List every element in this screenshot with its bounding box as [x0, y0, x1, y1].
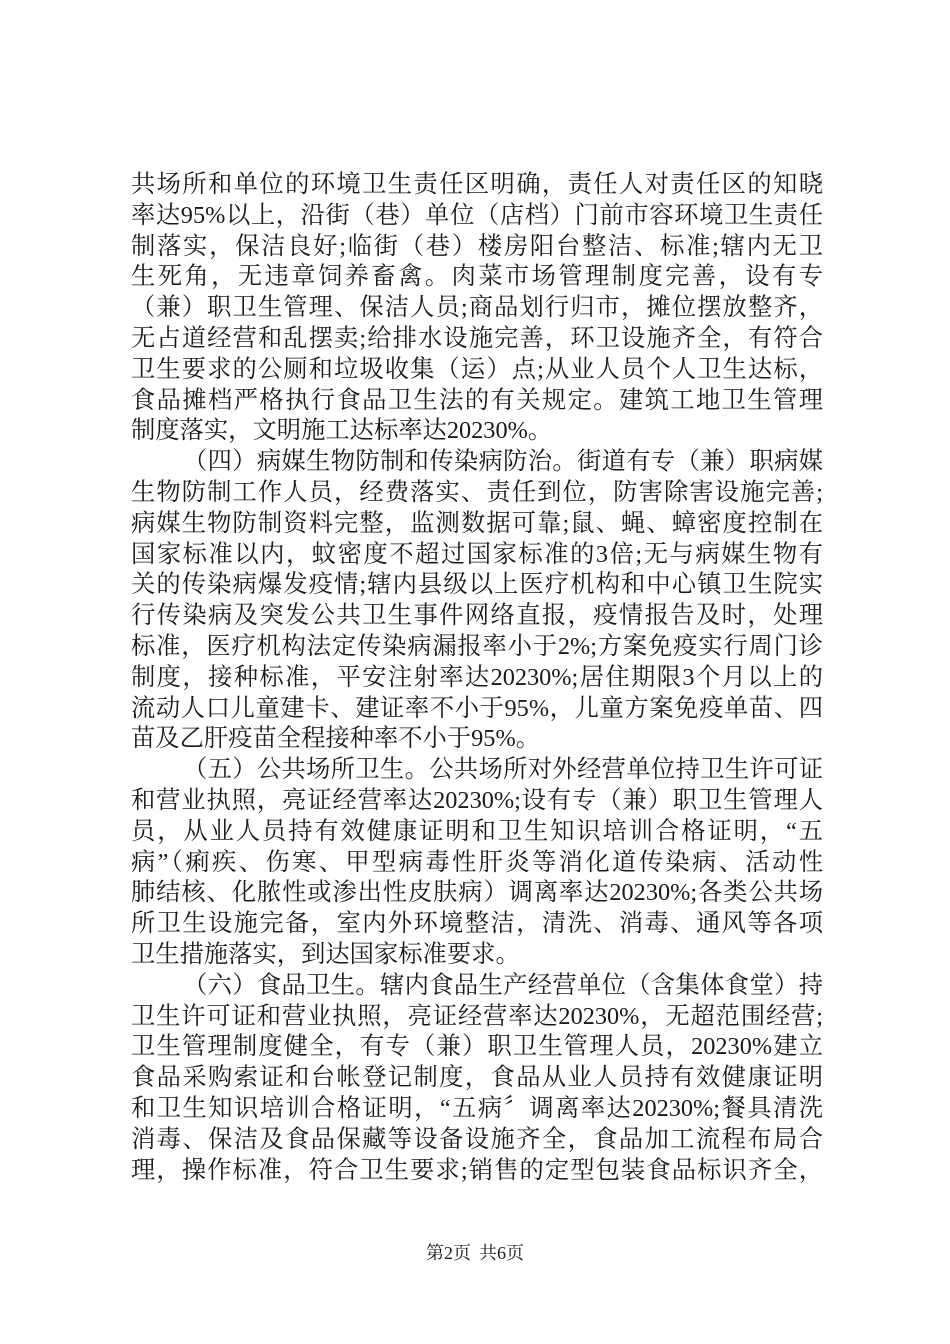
text-line: 行传染病及突发公共卫生事件网络直报，疫情报告及时，处理: [131, 602, 823, 630]
text-line: 食品采购索证和台帐登记制度，食品从业人员持有效健康证明: [131, 1064, 823, 1092]
text-line: 无占道经营和乱摆卖;给排水设施完善，环卫设施齐全，有符合: [131, 324, 823, 352]
text-line: 病媒生物防制资料完整，监测数据可靠;鼠、蝇、蟑密度控制在: [131, 509, 823, 537]
text-line: 制落实，保洁良好;临街（巷）楼房阳台整洁、标准;辖内无卫: [131, 232, 823, 260]
text-line: 食品摊档严格执行食品卫生法的有关规定。建筑工地卫生管理: [131, 386, 823, 414]
text-line: （六）食品卫生。辖内食品生产经营单位（含集体食堂）持: [183, 971, 823, 999]
text-line: （兼）职卫生管理、保洁人员;商品划行归市，摊位摆放整齐，: [131, 294, 823, 322]
paragraph-section-4: [131, 447, 823, 755]
text-line: 员，从业人员持有效健康证明和卫生知识培训合格证明，“五: [131, 817, 823, 845]
page-number: 第2页: [426, 1243, 471, 1263]
text-line: 卫生管理制度健全，有专（兼）职卫生管理人员，20230%建立: [131, 1033, 823, 1061]
text-line: 率达95%以上，沿街（巷）单位（店档）门前市容环境卫生责任: [131, 201, 823, 229]
text-line: 卫生措施落实，到达国家标准要求。: [131, 940, 520, 968]
document-body: [131, 170, 823, 1186]
text-line: 生死角，无违章饲养畜禽。肉菜市场管理制度完善，设有专: [131, 263, 823, 291]
text-line: 生物防制工作人员，经费落实、责任到位，防害除害设施完善;: [131, 478, 823, 506]
text-line: 制度落实，文明施工达标率达20230%。: [131, 417, 553, 445]
paragraph-section-5: [131, 755, 823, 971]
text-line: 肺结核、化脓性或渗出性皮肤病）调离率达20230%;各类公共场: [131, 879, 823, 907]
text-line: （四）病媒生物防制和传染病防治。街道有专（兼）职病媒: [183, 448, 823, 476]
text-line: 和营业执照，亮证经营率达20230%;设有专（兼）职卫生管理人: [131, 786, 823, 814]
page-footer: [0, 1241, 950, 1265]
text-line: 制度，接种标准，平安注射率达20230%;居住期限3个月以上的: [131, 663, 823, 691]
text-line: 消毒、保洁及食品保藏等设备设施齐全，食品加工流程布局合: [131, 1125, 823, 1153]
text-line: 理，操作标准，符合卫生要求;销售的定型包装食品标识齐全，: [131, 1156, 823, 1184]
text-line: 所卫生设施完备，室内外环境整洁，清洗、消毒、通风等各项: [131, 910, 823, 938]
text-line: 标准，医疗机构法定传染病漏报率小于2%;方案免疫实行周门诊: [131, 632, 823, 660]
paragraph-section-6: [131, 971, 823, 1187]
text-line: 和卫生知识培训合格证明，“五病〞调离率达20230%;餐具清洗: [131, 1094, 823, 1122]
text-line: 共场所和单位的环境卫生责任区明确，责任人对责任区的知晓: [131, 171, 823, 198]
text-line: 苗及乙肝疫苗全程接种率不小于95%。: [131, 725, 540, 753]
text-line: 国家标准以内，蚊密度不超过国家标准的3倍;无与病媒生物有: [131, 540, 823, 568]
text-line: 卫生要求的公厕和垃圾收集（运）点;从业人员个人卫生达标，: [131, 355, 823, 383]
text-line: 卫生许可证和营业执照，亮证经营率达20230%，无超范围经营;: [131, 1002, 823, 1030]
text-line: （五）公共场所卫生。公共场所对外经营单位持卫生许可证: [183, 756, 823, 784]
text-line: 关的传染病爆发疫情;辖内县级以上医疗机构和中心镇卫生院实: [131, 571, 823, 599]
page-total: 共6页: [479, 1243, 524, 1263]
paragraph-continued: [131, 170, 823, 447]
text-line: 病”（痢疾、伤寒、甲型病毒性肝炎等消化道传染病、活动性: [131, 848, 823, 876]
text-line: 流动人口儿童建卡、建证率不小于95%，儿童方案免疫单苗、四: [131, 694, 823, 722]
